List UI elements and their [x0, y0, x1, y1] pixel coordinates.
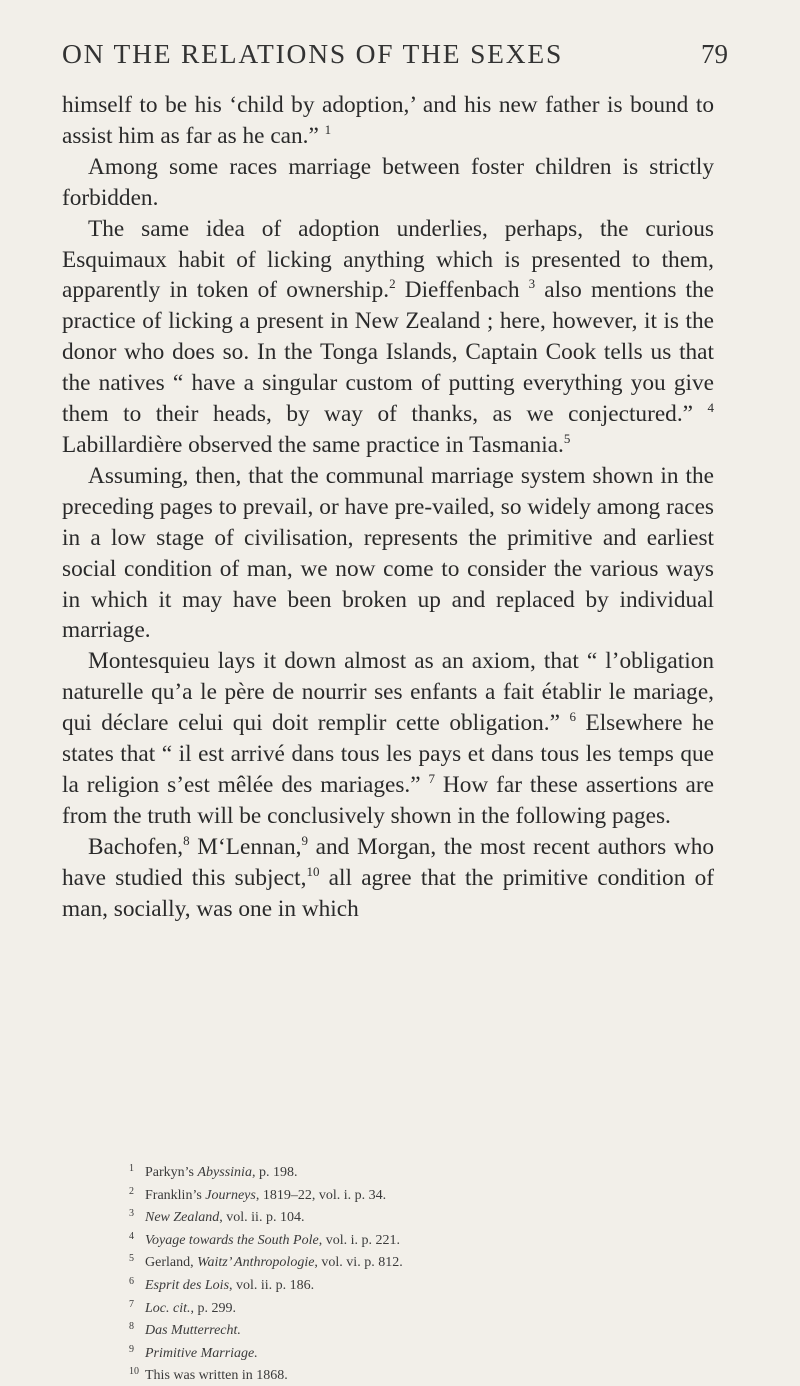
footnote-reference: 1 — [324, 121, 332, 137]
footnote-reference: 4 — [707, 400, 714, 416]
footnote-number: 7 — [129, 1298, 134, 1310]
footnote-title: Loc. cit. — [145, 1300, 191, 1316]
footnote-title: Abyssinia — [197, 1165, 252, 1180]
footnote-text: This was written in 1868. — [145, 1368, 288, 1384]
footnote-number: 3 — [129, 1208, 134, 1220]
paragraph — [62, 461, 714, 646]
paragraph-text: Montesquieu lays it down almost as an axiom, that “ l’obligation naturelle qu’a le père de nourrir ses enfants a fait établir le mariage, qui déclare celui qui doit remplir cette obligation.” — [62, 648, 714, 737]
footnote-number: 6 — [129, 1275, 134, 1287]
paragraph-text: and Morgan, the most recent authors who have studied this subject, — [62, 833, 714, 891]
paragraph — [62, 90, 714, 152]
footnote-title: Primitive Marriage. — [145, 1345, 258, 1361]
footnote — [129, 1341, 689, 1364]
footnote — [129, 1250, 689, 1273]
paragraph-text: Bachofen, — [88, 833, 184, 860]
footnote — [129, 1296, 689, 1319]
footnote-text: , 1819–22, vol. i. p. 34. — [255, 1187, 387, 1203]
footnote — [129, 1273, 689, 1296]
paragraph — [62, 832, 714, 925]
paragraph-text: Dieffenbach — [395, 277, 529, 304]
running-title: ON THE RELATIONS OF THE SEXES — [62, 38, 564, 69]
footnote-text: , vol. i. p. 221. — [318, 1232, 400, 1248]
footnote-text: , p. 198. — [251, 1165, 298, 1180]
footnote — [129, 1205, 689, 1228]
footnote-number: 10 — [129, 1366, 139, 1378]
paragraph — [62, 646, 714, 831]
footnote-number: 5 — [129, 1253, 134, 1265]
footnote-title: Das Mutterrecht. — [145, 1323, 241, 1339]
footnote-number: 9 — [129, 1343, 134, 1355]
page-number: 79 — [701, 39, 728, 69]
paragraph-text: M‘Lennan, — [189, 833, 302, 860]
footnote-reference: 9 — [301, 832, 308, 848]
footnote-reference: 3 — [528, 276, 536, 292]
footnote-number: 2 — [129, 1185, 134, 1197]
footnote — [129, 1318, 689, 1341]
paragraph-text: himself to be his ‘child by adoption,’ and his new father is bound to assist him as far as he can.” — [62, 92, 714, 149]
page-header — [62, 38, 728, 82]
footnote-reference: 8 — [183, 832, 190, 848]
footnote-title: Journeys — [205, 1187, 256, 1203]
footnote-reference: 6 — [569, 709, 576, 725]
footnote-text: , p. 299. — [190, 1300, 236, 1316]
paragraph — [62, 214, 714, 461]
footnote-reference: 5 — [563, 430, 571, 446]
footnote — [129, 1160, 689, 1183]
paragraph-text: Assuming, then, that the communal marriage system shown in the preceding pages to prevail, or have pre-vailed, so widely among races in a low stage of civilisation, represents the primitive and earliest social condition of man, we now come to consider the various ways in which it may have been broken up and replaced by individual marriage. — [62, 462, 714, 644]
paragraph-text: Labillardière observed the same practice in Tasmania. — [62, 431, 564, 458]
footnote-reference: 2 — [389, 276, 396, 292]
footnote-title: New Zealand — [145, 1210, 220, 1226]
footnote-text: , vol. ii. p. 104. — [219, 1210, 305, 1226]
footnote-text: Gerland, — [145, 1255, 198, 1271]
footnote-number: 1 — [129, 1163, 134, 1174]
paragraph-text: The same idea of adoption underlies, perhaps, the curious Esquimaux habit of licking anything which is presented to them, apparently in token of ownership. — [62, 215, 714, 304]
footnote — [129, 1363, 689, 1386]
footnote-text: , vol. vi. p. 812. — [314, 1255, 403, 1271]
footnote-reference: 10 — [306, 863, 320, 879]
footnote — [129, 1228, 689, 1251]
footnote-text: Franklin’s — [145, 1187, 206, 1203]
footnote-title: Esprit des Lois — [145, 1277, 230, 1293]
footnotes — [129, 1160, 689, 1386]
footnote — [129, 1183, 689, 1206]
paragraph-text: Elsewhere he states that “ il est arrivé dans tous les pays et dans tous les temps que la religion s’est mêlée des mariages.” — [62, 710, 714, 798]
footnote-number: 8 — [129, 1321, 134, 1333]
footnote-title: Waitz’ Anthropologie — [197, 1255, 315, 1271]
footnote-number: 4 — [129, 1230, 134, 1242]
footnote-reference: 7 — [428, 770, 435, 786]
body-text — [62, 90, 714, 924]
paragraph-text: all agree that the primitive condition of man, socially, was one in which — [62, 864, 714, 922]
paragraph-text: also mentions the practice of licking a present in New Zealand ; here, however, it is the donor who does so. In the Tonga Islands, Captain Cook tells us that the natives “ have a singular custom of putting everything you give them to their heads, by way of thanks, as we conjectured.” — [62, 277, 714, 428]
footnote-title: Voyage towards the South Pole — [145, 1232, 319, 1248]
paragraph-text: Among some races marriage between foster children is strictly forbidden. — [62, 153, 714, 211]
paragraph-text: How far these assertions are from the truth will be conclusively shown in the following pages. — [62, 771, 714, 829]
footnote-text: Parkyn’s — [145, 1165, 198, 1180]
paragraph — [62, 152, 714, 214]
footnote-text: , vol. ii. p. 186. — [229, 1277, 315, 1293]
